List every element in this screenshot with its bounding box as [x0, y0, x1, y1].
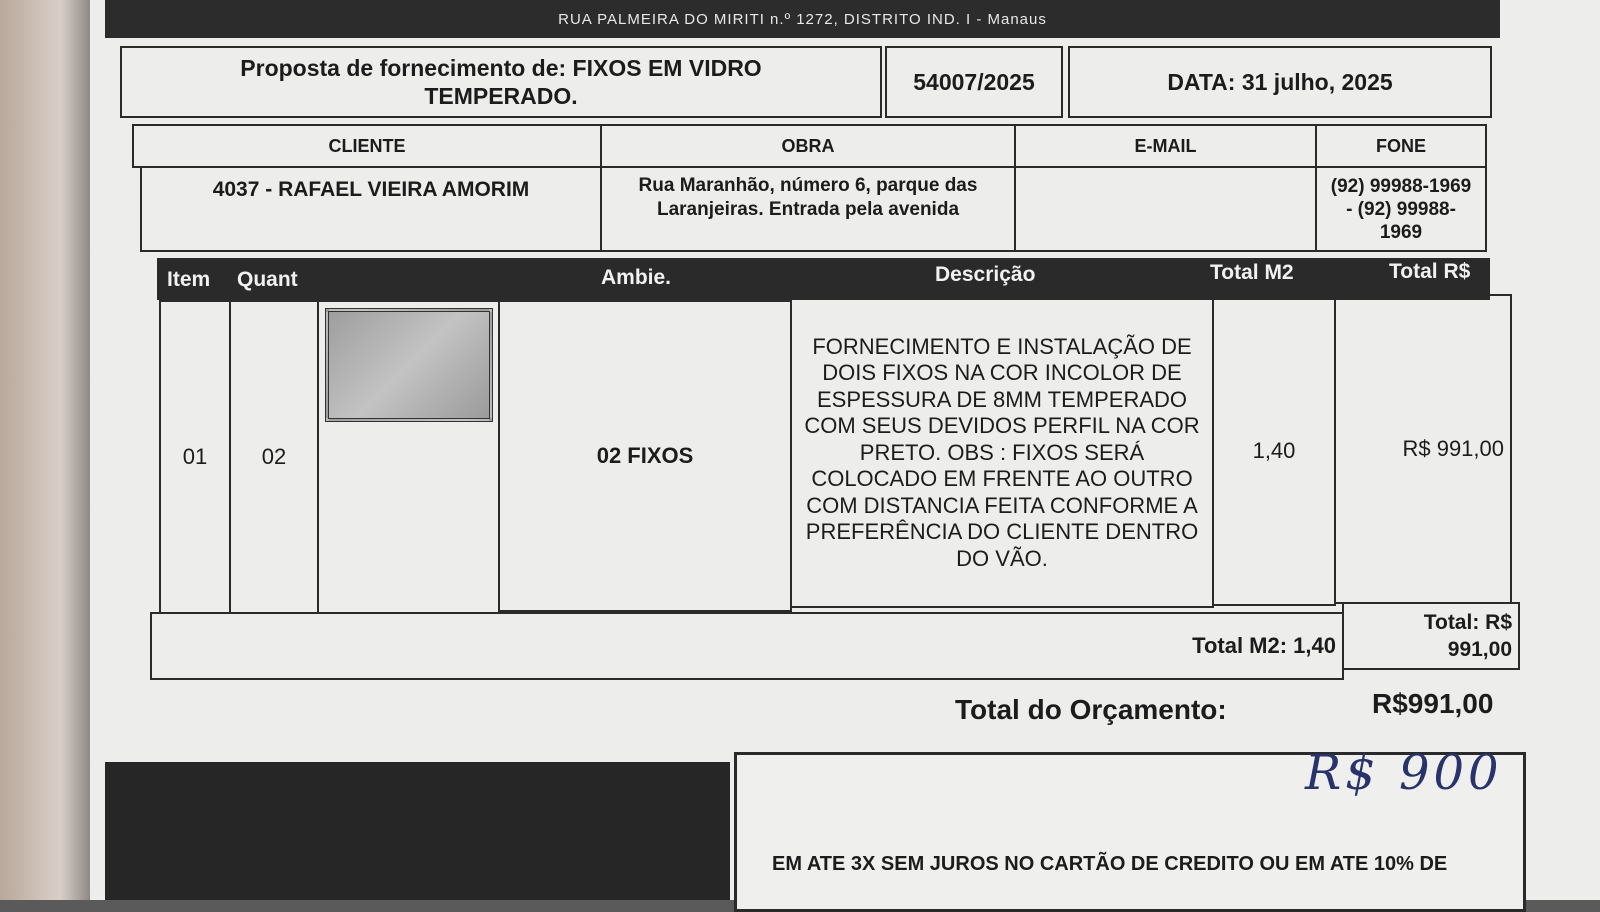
budget-label: Total do Orçamento:: [955, 694, 1227, 725]
header-fone: FONE: [1315, 124, 1487, 168]
client-address: Rua Maranhão, número 6, parque das Laranjeiras. Entrada pela avenida: [600, 166, 1016, 252]
header-quant: Quant: [237, 268, 298, 291]
header-obra: OBRA: [600, 124, 1016, 168]
proposal-number: 54007/2025: [885, 46, 1063, 118]
client-email: [1014, 166, 1317, 252]
header-item: Item: [167, 268, 211, 291]
budget-value: R$991,00: [1372, 688, 1494, 719]
payment-terms: EM ATE 3X SEM JUROS NO CARTÃO DE CREDITO OU EM ATE 10% DE: [772, 853, 1448, 875]
row-image-cell: [317, 300, 500, 614]
footer-total-m2: Total M2: 1,40: [150, 612, 1344, 680]
row-quant: 02: [229, 300, 319, 614]
proposal-date: DATA: 31 julho, 2025: [1068, 46, 1492, 118]
header-email: E-MAIL: [1014, 124, 1317, 168]
header-total-m2: Total M2: [1210, 261, 1294, 284]
header-ambiente: Ambie.: [601, 266, 672, 289]
items-header-band: [157, 258, 1490, 300]
row-item: 01: [159, 300, 231, 614]
row-descricao: FORNECIMENTO E INSTALAÇÃO DE DOIS FIXOS NA COR INCOLOR DE ESPESSURA DE 8MM TEMPERADO COM SEUS DEVIDOS PERFIL NA COR PRETO. OBS : FIXOS SERÁ COLOCADO EM FRENTE AO OUTRO COM DISTANCIA FEITA CONFORME A PREFERÊNCIA DO CLIENTE DENTRO DO VÃO.: [790, 298, 1214, 608]
proposal-title: Proposta de fornecimento de: FIXOS EM VIDRO TEMPERADO.: [120, 46, 882, 118]
header-cliente: CLIENTE: [132, 124, 602, 168]
glass-thumbnail: [325, 308, 493, 422]
row-ambiente: 02 FIXOS: [498, 300, 792, 612]
row-total-rs: R$ 991,00: [1334, 294, 1512, 604]
handwritten-note: R$ 900: [1305, 745, 1503, 801]
client-phone: (92) 99988-1969 - (92) 99988-1969: [1315, 166, 1487, 252]
header-total-rs: Total R$: [1389, 260, 1471, 283]
row-total-m2: 1,40: [1212, 296, 1336, 606]
header-descricao: Descrição: [935, 263, 1036, 286]
payment-dark-block: [105, 762, 730, 900]
client-name: 4037 - RAFAEL VIEIRA AMORIM: [140, 166, 602, 252]
company-address: RUA PALMEIRA DO MIRITI n.º 1272, DISTRITO IND. I - Manaus: [105, 0, 1500, 38]
footer-total-rs: Total: R$ 991,00: [1342, 602, 1520, 670]
